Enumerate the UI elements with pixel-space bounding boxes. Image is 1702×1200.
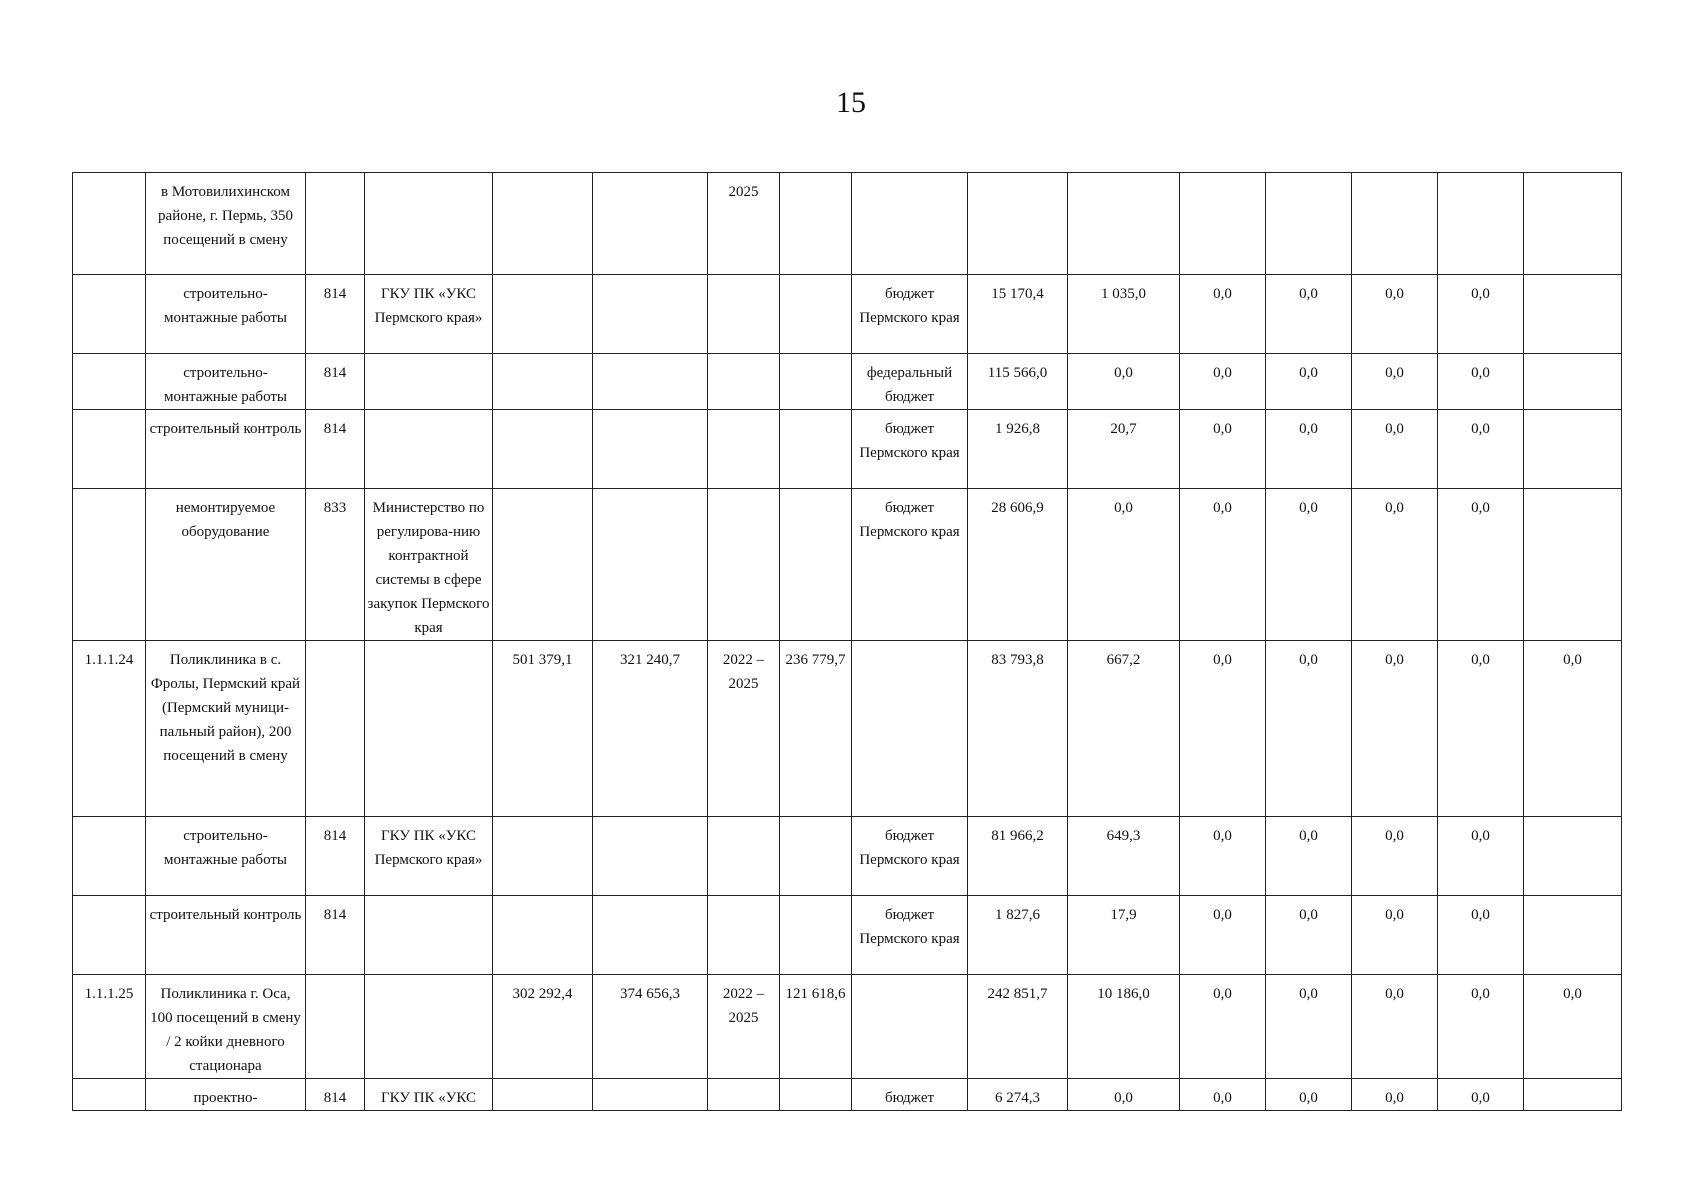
- cell-amount: [1524, 1079, 1622, 1111]
- cell-amount: 115 566,0: [968, 354, 1068, 410]
- cell-organization: [365, 641, 493, 817]
- cell-number: [73, 173, 146, 275]
- cell-code: 814: [306, 1079, 365, 1111]
- cell-name: строительно-монтажные работы: [146, 354, 306, 410]
- cell-amount: 0,0: [1266, 896, 1352, 975]
- cell-organization: ГКУ ПК «УКС: [365, 1079, 493, 1111]
- cell-value: [593, 410, 708, 489]
- cell-organization: [365, 354, 493, 410]
- cell-code: 814: [306, 410, 365, 489]
- cell-source: [852, 975, 968, 1079]
- cell-period: 2025: [708, 173, 780, 275]
- cell-amount: 0,0: [1352, 896, 1438, 975]
- cell-amount: 17,9: [1068, 896, 1180, 975]
- cell-value: [780, 173, 852, 275]
- cell-value: [593, 275, 708, 354]
- cell-value: [780, 275, 852, 354]
- cell-value: [493, 896, 593, 975]
- cell-amount: [1524, 489, 1622, 641]
- cell-code: 833: [306, 489, 365, 641]
- cell-value: 321 240,7: [593, 641, 708, 817]
- cell-period: [708, 410, 780, 489]
- cell-number: [73, 354, 146, 410]
- cell-amount: 242 851,7: [968, 975, 1068, 1079]
- cell-amount: 0,0: [1266, 275, 1352, 354]
- cell-amount: 1 926,8: [968, 410, 1068, 489]
- cell-value: [780, 817, 852, 896]
- cell-value: [493, 489, 593, 641]
- cell-number: [73, 275, 146, 354]
- cell-amount: 0,0: [1438, 817, 1524, 896]
- page-number: 15: [836, 86, 866, 119]
- cell-code: [306, 975, 365, 1079]
- cell-value: [780, 896, 852, 975]
- cell-organization: ГКУ ПК «УКС Пермского края»: [365, 817, 493, 896]
- cell-amount: [1524, 354, 1622, 410]
- table-row: [73, 173, 1622, 275]
- cell-value: [780, 489, 852, 641]
- cell-value: [493, 275, 593, 354]
- cell-number: [73, 817, 146, 896]
- cell-amount: [1524, 410, 1622, 489]
- cell-amount: [1438, 173, 1524, 275]
- cell-period: 2022 – 2025: [708, 641, 780, 817]
- cell-amount: 0,0: [1438, 354, 1524, 410]
- cell-value: [593, 173, 708, 275]
- cell-period: [708, 275, 780, 354]
- cell-amount: 0,0: [1266, 410, 1352, 489]
- cell-amount: [968, 173, 1068, 275]
- cell-value: 121 618,6: [780, 975, 852, 1079]
- cell-code: 814: [306, 275, 365, 354]
- table-row: [73, 275, 1622, 354]
- cell-name: Поликлиника в с. Фролы, Пермский край (Пермский муници-пальный район), 200 посещений в смену: [146, 641, 306, 817]
- cell-period: [708, 489, 780, 641]
- cell-amount: 0,0: [1352, 489, 1438, 641]
- cell-amount: 0,0: [1438, 641, 1524, 817]
- cell-value: [593, 354, 708, 410]
- cell-value: [780, 1079, 852, 1111]
- table-row: [73, 641, 1622, 817]
- cell-amount: 0,0: [1438, 1079, 1524, 1111]
- cell-number: [73, 489, 146, 641]
- cell-amount: 1 827,6: [968, 896, 1068, 975]
- cell-amount: 667,2: [1068, 641, 1180, 817]
- table-row: [73, 1079, 1622, 1111]
- cell-value: [593, 817, 708, 896]
- cell-amount: 0,0: [1180, 410, 1266, 489]
- cell-number: [73, 896, 146, 975]
- cell-number: [73, 1079, 146, 1111]
- cell-amount: 0,0: [1352, 641, 1438, 817]
- cell-amount: 0,0: [1180, 1079, 1266, 1111]
- cell-period: 2022 – 2025: [708, 975, 780, 1079]
- cell-organization: [365, 410, 493, 489]
- cell-organization: [365, 173, 493, 275]
- cell-amount: 0,0: [1266, 1079, 1352, 1111]
- cell-code: 814: [306, 896, 365, 975]
- budget-table: [72, 172, 1622, 1111]
- cell-amount: 0,0: [1068, 489, 1180, 641]
- cell-code: 814: [306, 354, 365, 410]
- cell-code: [306, 641, 365, 817]
- cell-number: 1.1.1.24: [73, 641, 146, 817]
- cell-amount: 81 966,2: [968, 817, 1068, 896]
- cell-amount: 0,0: [1524, 641, 1622, 817]
- cell-source: [852, 641, 968, 817]
- cell-name: строительный контроль: [146, 896, 306, 975]
- cell-source: бюджет Пермского края: [852, 275, 968, 354]
- cell-organization: [365, 896, 493, 975]
- cell-amount: 0,0: [1266, 817, 1352, 896]
- cell-name: немонтируемое оборудование: [146, 489, 306, 641]
- table-row: [73, 817, 1622, 896]
- cell-period: [708, 1079, 780, 1111]
- cell-amount: 1 035,0: [1068, 275, 1180, 354]
- cell-amount: [1068, 173, 1180, 275]
- cell-source: [852, 173, 968, 275]
- cell-amount: 10 186,0: [1068, 975, 1180, 1079]
- cell-amount: 0,0: [1068, 1079, 1180, 1111]
- cell-source: бюджет Пермского края: [852, 489, 968, 641]
- cell-amount: 0,0: [1352, 1079, 1438, 1111]
- cell-amount: 28 606,9: [968, 489, 1068, 641]
- cell-value: [780, 354, 852, 410]
- cell-amount: 0,0: [1438, 275, 1524, 354]
- cell-value: [493, 173, 593, 275]
- cell-number: 1.1.1.25: [73, 975, 146, 1079]
- cell-period: [708, 896, 780, 975]
- cell-amount: 0,0: [1068, 354, 1180, 410]
- cell-amount: 0,0: [1180, 641, 1266, 817]
- cell-amount: 0,0: [1352, 354, 1438, 410]
- cell-name: строительный контроль: [146, 410, 306, 489]
- cell-name: строительно-монтажные работы: [146, 817, 306, 896]
- cell-amount: 0,0: [1180, 975, 1266, 1079]
- cell-amount: 0,0: [1266, 489, 1352, 641]
- cell-amount: 0,0: [1266, 975, 1352, 1079]
- cell-value: [593, 1079, 708, 1111]
- cell-amount: [1524, 817, 1622, 896]
- cell-period: [708, 817, 780, 896]
- cell-amount: 0,0: [1352, 817, 1438, 896]
- cell-value: [493, 410, 593, 489]
- cell-value: 302 292,4: [493, 975, 593, 1079]
- cell-source: бюджет Пермского края: [852, 817, 968, 896]
- cell-value: [780, 410, 852, 489]
- cell-amount: 0,0: [1438, 489, 1524, 641]
- cell-amount: [1180, 173, 1266, 275]
- cell-source: бюджет Пермского края: [852, 410, 968, 489]
- cell-amount: [1524, 275, 1622, 354]
- cell-amount: 0,0: [1180, 896, 1266, 975]
- table-row: [73, 975, 1622, 1079]
- cell-name: Поликлиника г. Оса, 100 посещений в смену / 2 койки дневного стационара: [146, 975, 306, 1079]
- cell-amount: [1266, 173, 1352, 275]
- cell-amount: 0,0: [1438, 896, 1524, 975]
- cell-name: строительно-монтажные работы: [146, 275, 306, 354]
- cell-source: федеральный бюджет: [852, 354, 968, 410]
- cell-organization: [365, 975, 493, 1079]
- cell-amount: 15 170,4: [968, 275, 1068, 354]
- cell-value: 236 779,7: [780, 641, 852, 817]
- table-row: [73, 896, 1622, 975]
- cell-amount: 0,0: [1438, 975, 1524, 1079]
- cell-period: [708, 354, 780, 410]
- cell-code: 814: [306, 817, 365, 896]
- cell-amount: 0,0: [1352, 275, 1438, 354]
- cell-amount: [1524, 173, 1622, 275]
- table-row: [73, 489, 1622, 641]
- cell-code: [306, 173, 365, 275]
- cell-number: [73, 410, 146, 489]
- cell-value: 501 379,1: [493, 641, 593, 817]
- cell-organization: Министерство по регулирова-нию контрактной системы в сфере закупок Пермского края: [365, 489, 493, 641]
- cell-value: [493, 817, 593, 896]
- cell-amount: 0,0: [1524, 975, 1622, 1079]
- cell-value: [593, 489, 708, 641]
- cell-amount: 6 274,3: [968, 1079, 1068, 1111]
- cell-amount: [1524, 896, 1622, 975]
- cell-value: [493, 354, 593, 410]
- table-row: [73, 354, 1622, 410]
- cell-amount: 0,0: [1438, 410, 1524, 489]
- table-row: [73, 410, 1622, 489]
- cell-amount: 0,0: [1352, 410, 1438, 489]
- cell-source: бюджет: [852, 1079, 968, 1111]
- cell-organization: ГКУ ПК «УКС Пермского края»: [365, 275, 493, 354]
- cell-amount: 83 793,8: [968, 641, 1068, 817]
- cell-name: проектно-: [146, 1079, 306, 1111]
- cell-amount: 0,0: [1266, 641, 1352, 817]
- cell-amount: [1352, 173, 1438, 275]
- cell-value: 374 656,3: [593, 975, 708, 1079]
- cell-amount: 0,0: [1266, 354, 1352, 410]
- cell-amount: 0,0: [1180, 817, 1266, 896]
- cell-amount: 20,7: [1068, 410, 1180, 489]
- cell-amount: 0,0: [1180, 489, 1266, 641]
- cell-amount: 0,0: [1180, 354, 1266, 410]
- cell-amount: 0,0: [1180, 275, 1266, 354]
- cell-amount: 649,3: [1068, 817, 1180, 896]
- cell-amount: 0,0: [1352, 975, 1438, 1079]
- cell-name: в Мотовилихинском районе, г. Пермь, 350 посещений в смену: [146, 173, 306, 275]
- cell-value: [593, 896, 708, 975]
- cell-source: бюджет Пермского края: [852, 896, 968, 975]
- cell-value: [493, 1079, 593, 1111]
